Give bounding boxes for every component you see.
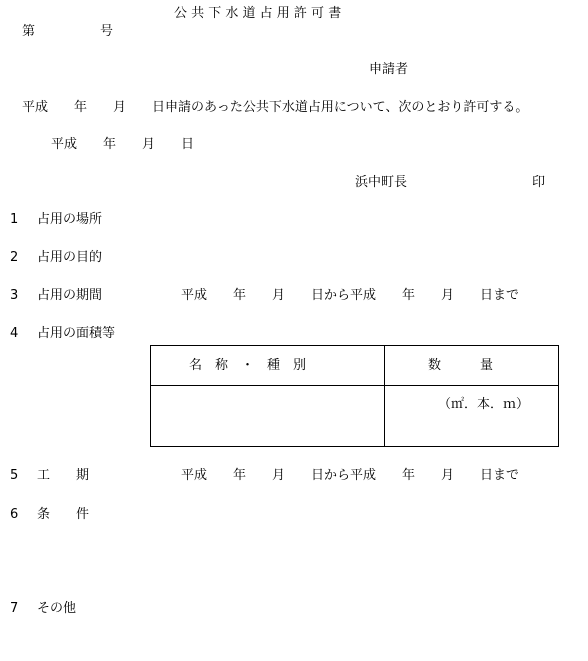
item-2-label: 占用の目的 [37, 250, 103, 265]
item-5-label: 工 期 [37, 468, 90, 483]
item-2-number: 2 [10, 250, 19, 265]
table-header-name-type: 名 称 ・ 種 別 [189, 358, 307, 373]
item-4-label: 占用の面積等 [37, 326, 116, 341]
table-quantity-unit: （㎡．本．ｍ） [438, 397, 530, 412]
item-7-number: 7 [10, 601, 19, 616]
item-7-label: その他 [37, 601, 77, 616]
item-5-number: 5 [10, 468, 19, 483]
intro-text: 平成 年 月 日申請のあった公共下水道占用について、次のとおり許可する。 [22, 100, 529, 115]
item-6-label: 条 件 [37, 507, 90, 522]
table-row-divider [151, 385, 558, 386]
item-1-number: 1 [10, 212, 19, 227]
issue-date-line: 平成 年 月 日 [51, 137, 195, 152]
item-4-number: 4 [10, 326, 19, 341]
area-table [150, 345, 559, 447]
issuer-name: 浜中町長 [355, 175, 408, 190]
table-column-divider [384, 346, 385, 446]
item-3-label: 占用の期間 [37, 288, 103, 303]
table-header-quantity: 数 量 [428, 358, 494, 373]
document-title: 公 共 下 水 道 占 用 許 可 書 [174, 6, 342, 21]
item-6-number: 6 [10, 507, 19, 522]
seal-mark: 印 [532, 175, 546, 190]
permit-number-line: 第 号 [22, 24, 114, 39]
item-5-value: 平成 年 月 日から平成 年 月 日まで [181, 468, 520, 483]
item-1-label: 占用の場所 [37, 212, 103, 227]
applicant-label: 申請者 [369, 62, 409, 77]
item-3-value: 平成 年 月 日から平成 年 月 日まで [181, 288, 520, 303]
item-3-number: 3 [10, 288, 19, 303]
